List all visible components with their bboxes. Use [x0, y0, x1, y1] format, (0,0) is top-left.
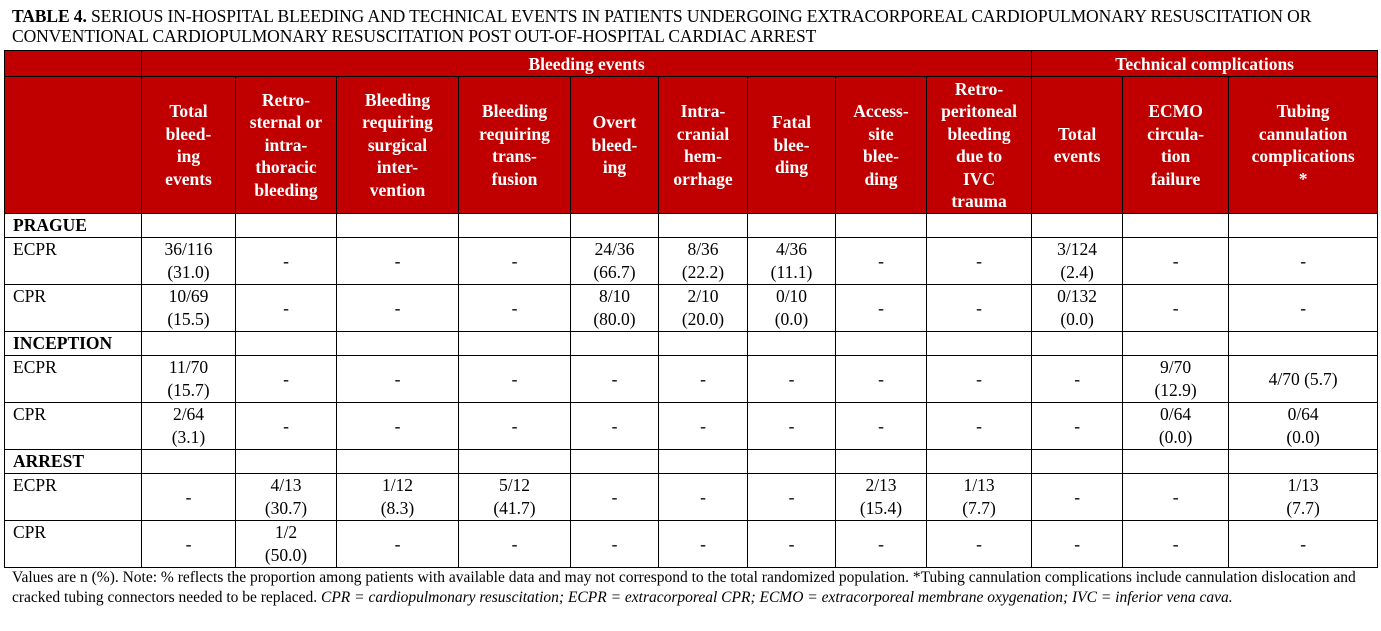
column-header-line: requiring [479, 123, 550, 144]
column-header-line: IVC [963, 168, 996, 189]
data-cell [1123, 285, 1229, 332]
cell-value: 2/13 [865, 475, 897, 495]
cell-value: (3.1) [171, 427, 206, 447]
row-label: ECPR [5, 238, 142, 285]
column-header-line: Tubing [1276, 101, 1330, 121]
data-cell [337, 403, 459, 450]
data-cell [459, 238, 571, 285]
data-cell [748, 521, 836, 568]
data-cell [571, 521, 659, 568]
data-cell [748, 403, 836, 450]
cell-value: (41.7) [493, 498, 536, 518]
group-empty-cell [459, 332, 571, 356]
column-header-line: bleed- [165, 123, 212, 144]
table-row [5, 474, 1378, 521]
table-header [5, 51, 1378, 214]
group-empty-cell [337, 450, 459, 474]
group-empty-cell [337, 214, 459, 238]
cell-value: - [1074, 533, 1081, 554]
column-header-line: bleeding [254, 179, 318, 200]
cell-value: - [185, 486, 192, 507]
data-cell [236, 403, 337, 450]
data-cell [1032, 403, 1123, 450]
column-header [748, 77, 836, 214]
column-header [337, 77, 459, 214]
data-cell [927, 238, 1032, 285]
cell-value: - [976, 415, 982, 436]
cell-value: 10/69 [168, 286, 209, 306]
row-label: CPR [5, 521, 142, 568]
cell-value: - [788, 533, 795, 554]
cell-value: 4/36 [775, 239, 808, 259]
data-cell [1229, 356, 1378, 403]
column-header-line: sternal or [249, 112, 323, 133]
table-caption [12, 6, 1372, 46]
header-corner [5, 51, 142, 77]
column-header-line: ECMO [1148, 101, 1203, 121]
group-empty-cell [1229, 332, 1378, 356]
header-group-technical: Technical complications [1032, 51, 1378, 77]
data-cell [1032, 521, 1123, 568]
group-empty-cell [836, 332, 927, 356]
data-cell [142, 521, 236, 568]
group-empty-cell [927, 450, 1032, 474]
group-label: ARREST [5, 450, 142, 474]
cell-value: - [1172, 297, 1179, 318]
footnote-text: Values are n (%). Note: % reflects the proportion among patients with available data and may not correspond to the total randomized population. *Tubing cannulation complications include cannulation dislocation and cracked tubing connectors needed to be replaced. [12, 569, 1356, 606]
cell-value: - [878, 533, 884, 554]
cell-value: 1/12 [381, 475, 414, 495]
cell-value: - [394, 297, 401, 318]
column-header-line: Bleeding [364, 89, 431, 110]
data-cell [1123, 521, 1229, 568]
data-cell [659, 238, 748, 285]
group-empty-cell [571, 214, 659, 238]
table-body [5, 214, 1378, 568]
column-header-line: fusion [491, 168, 538, 189]
group-empty-cell [1229, 214, 1378, 238]
data-cell [659, 356, 748, 403]
data-cell [1123, 356, 1229, 403]
data-cell [748, 356, 836, 403]
cell-value: - [1300, 297, 1307, 318]
table-row [5, 403, 1378, 450]
footnote-abbreviations: CPR = cardiopulmonary resuscitation; ECPR = extracorporeal CPR; ECMO = extracorporeal membrane oxygenation; IVC = inferior vena cava. [321, 589, 1233, 606]
column-header-line: cranial [676, 123, 730, 144]
group-empty-cell [1229, 450, 1378, 474]
cell-value: 8/36 [687, 239, 719, 259]
row-label: CPR [5, 285, 142, 332]
data-cell [459, 356, 571, 403]
group-empty-cell [236, 214, 337, 238]
group-empty-cell [1123, 450, 1229, 474]
column-header-line: Retro- [261, 89, 311, 110]
data-cell [337, 285, 459, 332]
cell-value: (7.7) [1286, 498, 1320, 518]
column-header-line: trauma [951, 191, 1007, 211]
group-label: INCEPTION [5, 332, 142, 356]
column-header-line: vention [369, 179, 426, 200]
data-cell [571, 356, 659, 403]
cell-value: - [976, 250, 982, 271]
group-empty-cell [571, 332, 659, 356]
group-empty-cell [1032, 450, 1123, 474]
data-cell [459, 403, 571, 450]
column-header-line: events [165, 168, 212, 189]
results-table [4, 50, 1378, 568]
column-header-line: bleeding [947, 123, 1011, 144]
group-empty-cell [659, 332, 748, 356]
cell-value: - [1172, 486, 1179, 507]
cell-value: 0/132 [1057, 286, 1098, 306]
column-header-line: thoracic [255, 157, 317, 178]
group-empty-cell [836, 450, 927, 474]
cell-value: - [511, 297, 518, 318]
group-empty-cell [748, 332, 836, 356]
cell-value: - [1172, 533, 1179, 554]
cell-value: (8.3) [380, 498, 415, 518]
cell-value: (11.1) [770, 262, 813, 282]
cell-value: - [976, 533, 982, 554]
data-cell [337, 238, 459, 285]
cell-value: (22.2) [681, 262, 725, 282]
data-cell [337, 521, 459, 568]
table-row [5, 356, 1378, 403]
data-cell [236, 285, 337, 332]
cell-value: - [283, 415, 289, 436]
column-header-line: due to [955, 146, 1003, 166]
cell-value: (50.0) [264, 545, 308, 565]
data-cell [142, 285, 236, 332]
data-cell [337, 356, 459, 403]
column-header-line: failure [1150, 168, 1201, 189]
cell-value: - [611, 368, 618, 389]
cell-value: - [878, 297, 884, 318]
column-header-line: blee- [863, 146, 899, 166]
table-label: TABLE 4. [12, 6, 87, 26]
cell-value: 1/13 [1287, 475, 1319, 495]
cell-value: (20.0) [681, 309, 725, 329]
cell-value: - [700, 486, 706, 507]
group-empty-cell [142, 332, 236, 356]
cell-value: 1/13 [963, 475, 995, 495]
column-header-line: trans- [492, 146, 537, 166]
group-empty-cell [142, 450, 236, 474]
group-empty-cell [927, 214, 1032, 238]
cell-value: - [1300, 533, 1307, 554]
cell-value: - [788, 415, 795, 436]
column-header-line: circula- [1147, 123, 1205, 144]
data-cell [142, 238, 236, 285]
cell-value: - [394, 250, 401, 271]
cell-value: 24/36 [594, 239, 635, 259]
data-cell [142, 403, 236, 450]
data-cell [659, 403, 748, 450]
group-empty-cell [659, 214, 748, 238]
column-header-line: Total [169, 101, 208, 121]
data-cell [927, 285, 1032, 332]
column-header-line: Intra- [680, 101, 726, 121]
table-title: SERIOUS IN-HOSPITAL BLEEDING AND TECHNICAL EVENTS IN PATIENTS UNDERGOING EXTRACORPOREAL CARDIOPULMONARY RESUSCITATION OR CONVENTIONAL CARDIOPULMONARY RESUSCITATION POST OUT-OF-HOSPITAL CARDIAC ARREST [12, 6, 1312, 46]
cell-value: 4/13 [270, 475, 302, 495]
column-header-line: ding [864, 168, 898, 189]
cell-value: - [700, 533, 706, 554]
data-cell [659, 474, 748, 521]
data-cell [927, 521, 1032, 568]
column-header [236, 77, 337, 214]
data-cell [459, 521, 571, 568]
column-header-line: peritoneal [941, 101, 1017, 121]
cell-value: (66.7) [593, 262, 636, 282]
cell-value: (12.9) [1154, 380, 1197, 400]
cell-value: 0/10 [775, 286, 808, 306]
data-cell [836, 356, 927, 403]
cell-value: 1/2 [274, 522, 298, 542]
cell-value: - [511, 368, 518, 389]
data-cell [836, 474, 927, 521]
data-cell [459, 474, 571, 521]
data-cell [142, 356, 236, 403]
column-header [659, 77, 748, 214]
column-header-line: ing [176, 146, 201, 166]
cell-value: (80.0) [593, 309, 636, 329]
cell-value: - [283, 297, 289, 318]
cell-value: 4/70 (5.7) [1268, 368, 1338, 389]
cell-value: - [611, 415, 618, 436]
column-header [1229, 77, 1378, 214]
data-cell [1032, 474, 1123, 521]
group-empty-cell [1123, 332, 1229, 356]
column-header-line: tion [1161, 146, 1191, 166]
row-label: CPR [5, 403, 142, 450]
cell-value: 11/70 [168, 357, 209, 377]
data-cell [748, 285, 836, 332]
cell-value: (0.0) [1158, 427, 1193, 447]
cell-value: - [1074, 368, 1081, 389]
column-header-line: complications [1251, 146, 1355, 166]
data-cell [142, 474, 236, 521]
cell-value: - [1172, 250, 1179, 271]
group-empty-cell [748, 214, 836, 238]
data-cell [1123, 238, 1229, 285]
group-row [5, 332, 1378, 356]
data-cell [927, 403, 1032, 450]
group-empty-cell [1123, 214, 1229, 238]
cell-value: (2.4) [1060, 262, 1094, 282]
data-cell [571, 474, 659, 521]
row-label: ECPR [5, 356, 142, 403]
cell-value: (31.0) [167, 262, 210, 282]
group-label: PRAGUE [5, 214, 142, 238]
column-header-line: events [1053, 146, 1101, 166]
data-cell [571, 238, 659, 285]
cell-value: (30.7) [264, 498, 308, 518]
column-header-line: Total [1057, 123, 1097, 144]
header-row-label-blank [5, 77, 142, 214]
data-cell [748, 474, 836, 521]
data-cell [236, 238, 337, 285]
column-header [571, 77, 659, 214]
data-cell [927, 474, 1032, 521]
cell-value: 8/10 [598, 286, 631, 306]
group-empty-cell [459, 450, 571, 474]
group-row [5, 450, 1378, 474]
cell-value: 0/64 [1160, 404, 1192, 424]
column-header-line: Fatal [772, 112, 811, 133]
data-cell [1032, 238, 1123, 285]
column-header-line: bleed- [591, 134, 638, 155]
column-header-line: Access- [853, 101, 909, 121]
group-empty-cell [659, 450, 748, 474]
column-header-line: Overt [592, 112, 637, 133]
cell-value: - [878, 415, 884, 436]
cell-value: (15.4) [859, 498, 903, 518]
cell-value: - [700, 368, 706, 389]
column-header [142, 77, 236, 214]
cell-value: - [394, 533, 401, 554]
column-header-line: orrhage [673, 168, 733, 189]
data-cell [1229, 474, 1378, 521]
row-label: ECPR [5, 474, 142, 521]
column-header [1123, 77, 1229, 214]
group-empty-cell [142, 214, 236, 238]
column-header [459, 77, 571, 214]
data-cell [748, 238, 836, 285]
cell-value: - [185, 533, 192, 554]
column-header-line: hem- [684, 146, 722, 166]
table-footnote [12, 568, 1368, 608]
data-cell [1032, 285, 1123, 332]
cell-value: 3/124 [1057, 239, 1098, 259]
cell-value: - [788, 486, 795, 507]
cell-value: 2/10 [687, 286, 719, 306]
data-cell [1123, 474, 1229, 521]
group-empty-cell [337, 332, 459, 356]
data-cell [1123, 403, 1229, 450]
data-cell [836, 285, 927, 332]
cell-value: - [976, 297, 982, 318]
table-row [5, 521, 1378, 568]
group-empty-cell [1032, 214, 1123, 238]
cell-value: - [394, 368, 401, 389]
data-cell [1229, 285, 1378, 332]
data-cell [1032, 356, 1123, 403]
data-cell [659, 285, 748, 332]
cell-value: (15.5) [167, 309, 210, 329]
cell-value: - [611, 533, 618, 554]
cell-value: (0.0) [1286, 427, 1320, 447]
column-header-line: intra- [264, 134, 308, 155]
data-cell [236, 474, 337, 521]
column-header-line: surgical [367, 134, 428, 155]
cell-value: 0/64 [1287, 404, 1319, 424]
data-cell [836, 521, 927, 568]
data-cell [836, 238, 927, 285]
cell-value: - [878, 368, 884, 389]
table-row [5, 238, 1378, 285]
group-empty-cell [748, 450, 836, 474]
data-cell [236, 356, 337, 403]
column-header-line: ing [602, 157, 627, 178]
column-header-line: ding [774, 157, 809, 178]
column-header [1032, 77, 1123, 214]
cell-value: - [1300, 250, 1307, 271]
group-empty-cell [236, 332, 337, 356]
data-cell [1229, 238, 1378, 285]
cell-value: - [283, 250, 289, 271]
cell-value: - [1074, 486, 1081, 507]
data-cell [571, 285, 659, 332]
group-empty-cell [836, 214, 927, 238]
cell-value: 9/70 [1160, 357, 1192, 377]
cell-value: - [788, 368, 795, 389]
column-header-line: site [868, 123, 894, 144]
cell-value: (7.7) [962, 498, 996, 518]
group-empty-cell [459, 214, 571, 238]
column-header-line: * [1298, 168, 1308, 189]
cell-value: (0.0) [774, 309, 809, 329]
group-empty-cell [571, 450, 659, 474]
cell-value: 5/12 [498, 475, 531, 495]
cell-value: - [511, 533, 518, 554]
cell-value: - [283, 368, 289, 389]
cell-value: - [511, 250, 518, 271]
column-header-line: requiring [362, 112, 433, 133]
group-row [5, 214, 1378, 238]
column-header-line: blee- [773, 134, 810, 155]
data-cell [459, 285, 571, 332]
cell-value: - [976, 368, 982, 389]
column-header-line: Bleeding [481, 101, 548, 121]
cell-value: - [1074, 415, 1081, 436]
table-row [5, 285, 1378, 332]
data-cell [836, 403, 927, 450]
data-cell [1229, 403, 1378, 450]
group-empty-cell [1032, 332, 1123, 356]
cell-value: - [611, 486, 618, 507]
cell-value: (15.7) [167, 380, 210, 400]
cell-value: 2/64 [172, 404, 205, 424]
column-header [836, 77, 927, 214]
data-cell [1229, 521, 1378, 568]
column-header-line: inter- [376, 157, 419, 178]
group-empty-cell [236, 450, 337, 474]
header-group-bleeding: Bleeding events [142, 51, 1032, 77]
cell-value: - [394, 415, 401, 436]
data-cell [659, 521, 748, 568]
cell-value: - [700, 415, 706, 436]
column-header-line: cannulation [1258, 123, 1348, 144]
column-header-line: Retro- [954, 78, 1004, 99]
cell-value: (0.0) [1060, 309, 1094, 329]
data-cell [927, 356, 1032, 403]
cell-value: - [878, 250, 884, 271]
cell-value: - [511, 415, 518, 436]
data-cell [571, 403, 659, 450]
group-empty-cell [927, 332, 1032, 356]
cell-value: 36/116 [164, 239, 213, 259]
column-header [927, 77, 1032, 214]
data-cell [236, 521, 337, 568]
data-cell [337, 474, 459, 521]
